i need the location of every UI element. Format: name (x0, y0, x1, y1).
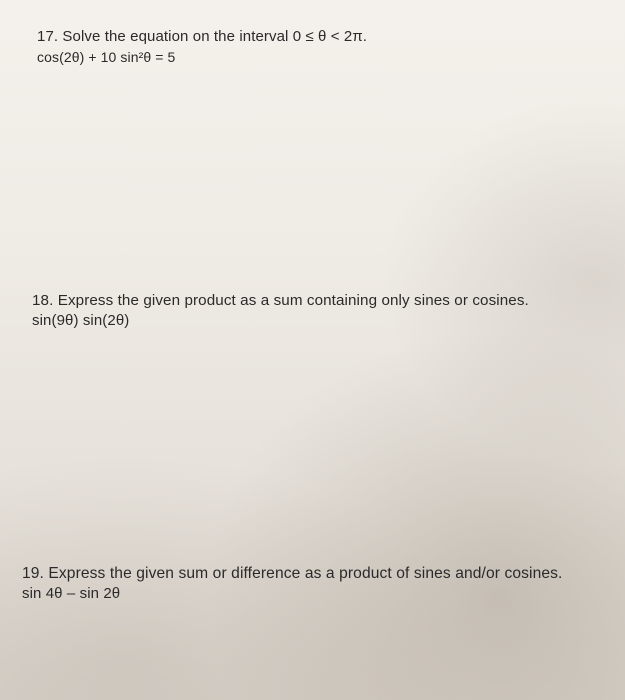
problem-19-expression: sin 4θ – sin 2θ (22, 585, 121, 602)
problem-18 (32, 291, 529, 331)
problem-19-question: 19. Express the given sum or difference as a product of sines and/or cosines. (22, 565, 563, 582)
problem-18-question: 18. Express the given product as a sum containing only sines or cosines. (32, 292, 529, 309)
problem-18-expression: sin(9θ) sin(2θ) (32, 312, 130, 329)
problem-17-question: 17. Solve the equation on the interval 0 ≤ θ < 2π. (37, 28, 368, 45)
problem-17 (37, 27, 367, 67)
problem-17-equation: cos(2θ) + 10 sin²θ = 5 (37, 49, 176, 65)
problem-19 (22, 564, 563, 604)
